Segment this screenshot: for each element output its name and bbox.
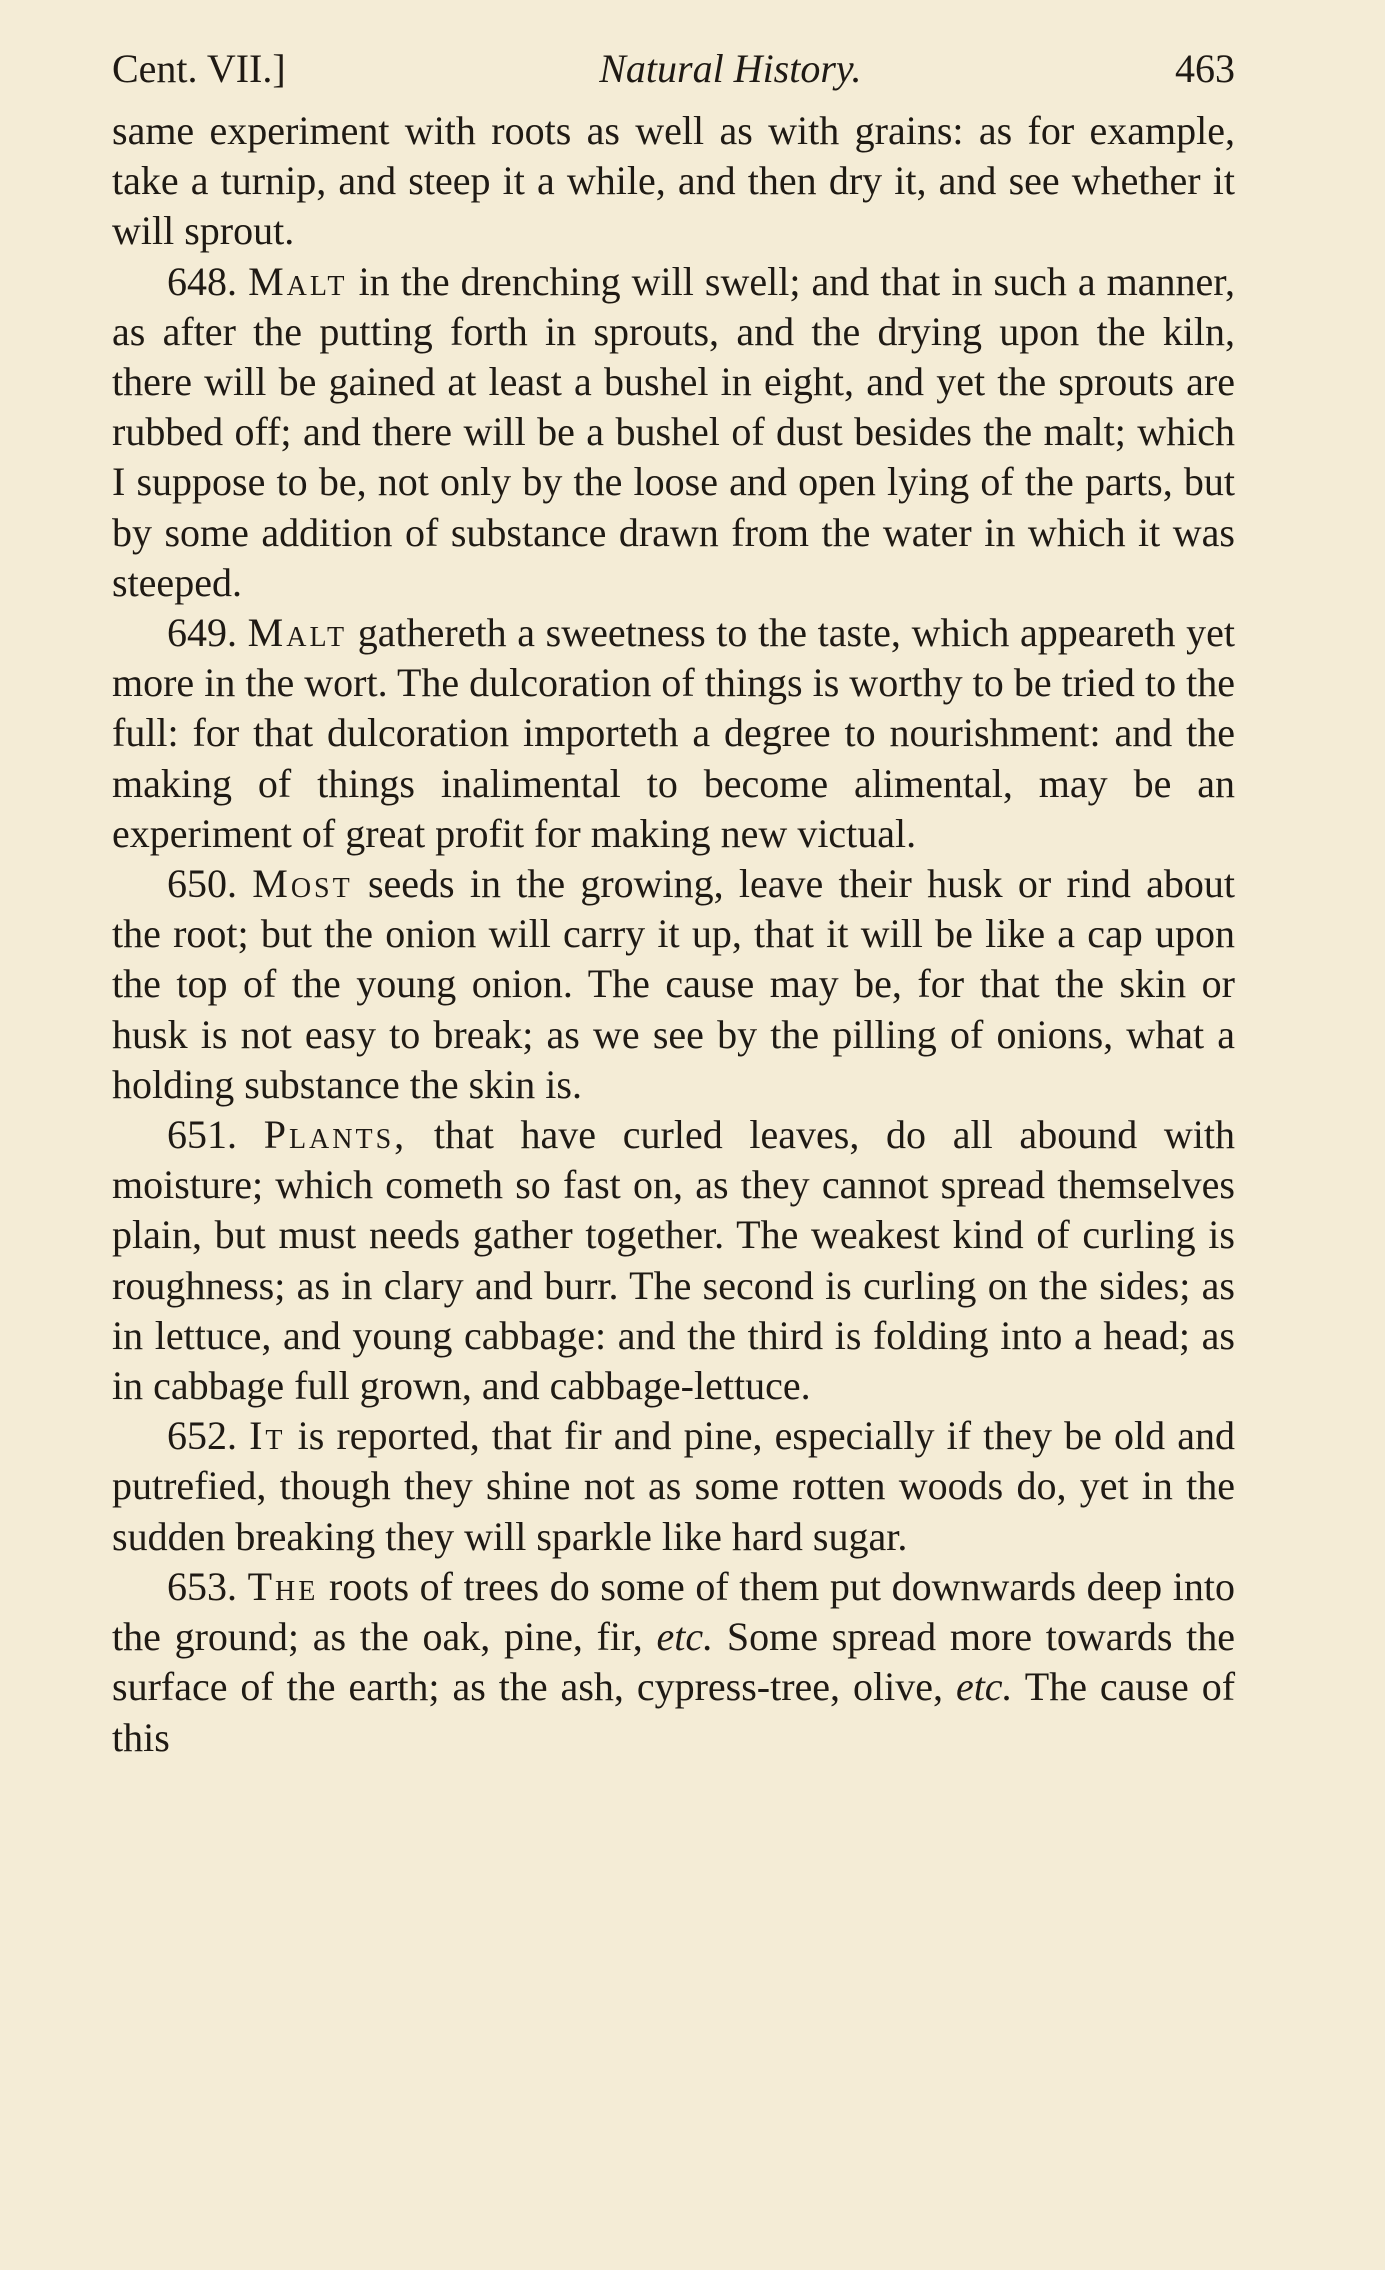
paragraph-text: in the drenching will swell; and that in such a manner, as after the putting forth in sprouts, and the drying upon the kiln, there will be gained at least a bushel in eight, and yet the sprouts are rubbed off; and there will be a bushel of dust besides the malt; which I suppose to be, not only by the loose and open lying of the parts, but by some addition of substance drawn from the water in which it was steeped. <box>112 258 1236 605</box>
paragraph-text: The cause of this <box>112 1664 1236 1760</box>
paragraph-lead: Most <box>252 861 353 907</box>
paragraph-number: 648. <box>167 258 237 304</box>
paragraph-653 <box>112 1562 1235 1763</box>
paragraph-648 <box>112 257 1235 608</box>
paragraph-lead: Malt <box>247 610 348 656</box>
paragraph-number: 650. <box>167 861 237 907</box>
body-text <box>112 106 1235 1763</box>
page-number: 463 <box>1175 46 1235 91</box>
paragraph-text: that have curled leaves, do all abound with moisture; which cometh so fast on, as they cannot spread themselves plain, but must needs gather together. The weakest kind of curling is roughness; as in clary and burr. The second is curling on the sides; as in lettuce, and young cabbage: and the third is folding into a head; as in cabbage full grown, and cabbage-lettuce. <box>112 1112 1236 1409</box>
italic-etc: etc. <box>955 1664 1013 1710</box>
paragraph-number: 653. <box>167 1563 237 1609</box>
paragraph-lead: It <box>249 1413 286 1459</box>
paragraph-lead: The <box>247 1563 319 1609</box>
paragraph-number: 651. <box>167 1112 237 1158</box>
paragraph-lead: Plants, <box>263 1112 408 1158</box>
paragraph-650 <box>112 859 1235 1110</box>
paragraph-649 <box>112 608 1235 859</box>
paragraph-lead: Malt <box>248 258 348 304</box>
paragraph-number: 652. <box>167 1413 237 1459</box>
paragraph-651 <box>112 1110 1235 1411</box>
paragraph-text: gathereth a sweetness to the taste, which appeareth yet more in the wort. The dulcoration of things is worthy to be tried to the full: for that dulcoration importeth a degree to nourishment: and the making of things inalimental to become alimental, may be an experiment of great profit for making new victual. <box>112 610 1236 856</box>
book-title: Natural History. <box>599 46 862 91</box>
paragraph-number: 649. <box>167 610 237 656</box>
paragraph-text: Some spread more towards the surface of the earth; as the ash, cypress-tree, olive, <box>112 1614 1236 1710</box>
chapter-reference: Cent. VII.] <box>112 46 286 91</box>
paragraph-continuation: same experiment with roots as well as with grains: as for example, take a turnip, and steep it a while, and then dry it, and see whether it will sprout. <box>112 108 1235 254</box>
running-head <box>112 38 1235 100</box>
italic-etc: etc. <box>656 1614 714 1660</box>
paragraph-text: roots of trees do some of them put downwards deep into the ground; as the oak, pine, fir, <box>112 1563 1236 1660</box>
paragraph-text: seeds in the growing, leave their husk or rind about the root; but the onion will carry it up, that it will be like a cap upon the top of the young onion. The cause may be, for that the skin or husk is not easy to break; as we see by the pilling of onions, what a holding substance the skin is. <box>112 861 1235 1107</box>
paragraph-text: is reported, that fir and pine, especially if they be old and putrefied, though they shine not as some rotten woods do, yet in the sudden breaking they will sparkle like hard sugar. <box>112 1413 1235 1559</box>
paragraph-652 <box>112 1411 1235 1562</box>
